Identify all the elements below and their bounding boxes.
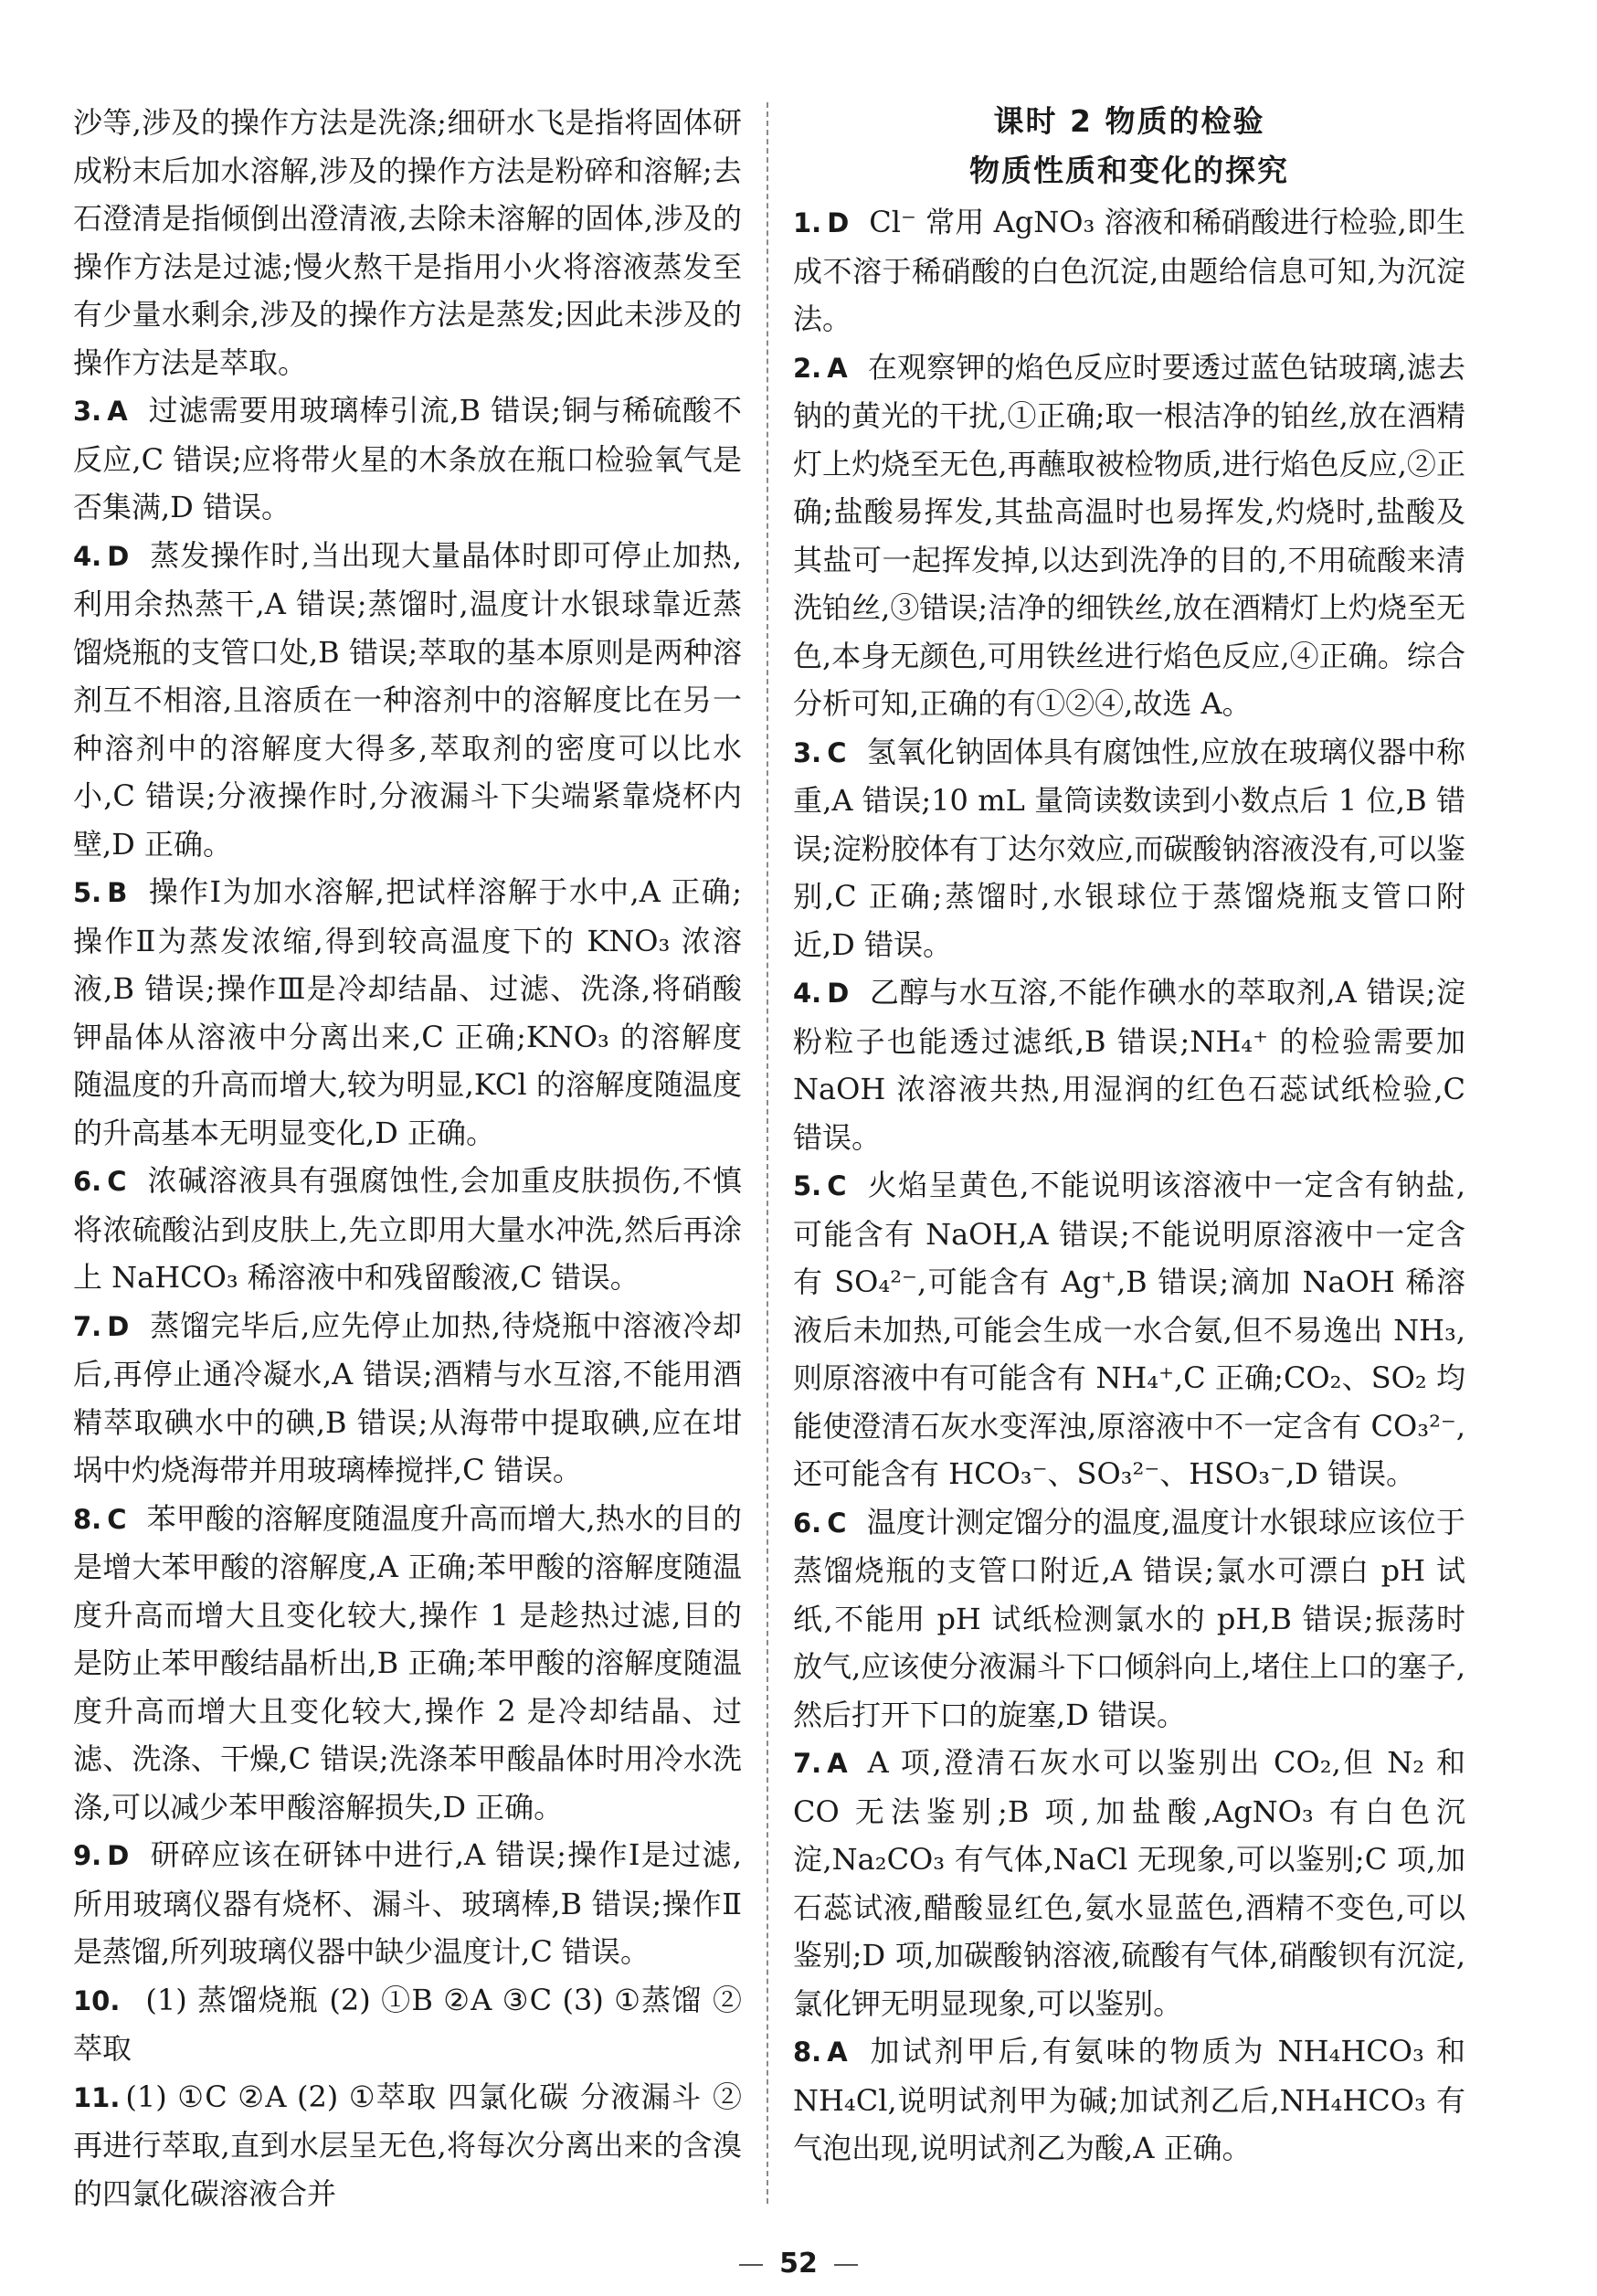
section-subtitle: 物质性质和变化的探究 — [969, 153, 1289, 188]
answer-paragraph: 5. C 火焰呈黄色,不能说明该溶液中一定含有钠盐,可能含有 NaOH,A 错误;不能说明原溶液中一定含有 SO₄²⁻,可能含有 Ag⁺,B 错误;滴加 NaOH 稀溶液后未加热,可能会生成一水合氨,但不易逸出 NH₃,则原溶液中有可能含有 NH₄⁺,C 正确;CO₂、SO₂ 均能使澄清石灰水变浑浊,原溶液中不一定含有 CO₃²⁻,还可能含有 HCO₃⁻、SO₃²⁻、HSO₃⁻,D 错误。 — [793, 1168, 1465, 1491]
question-number: 2. — [793, 352, 822, 384]
question-number: 10. — [73, 1984, 121, 2016]
answer-choice: D — [107, 540, 130, 572]
answer-choice: C — [827, 1507, 847, 1539]
question-number: 6. — [73, 1166, 102, 1197]
answer-paragraph: 7. A A 项,澄清石灰水可以鉴别出 CO₂,但 N₂ 和 CO 无法鉴别;B 项,加盐酸,AgNO₃ 有白色沉淀,Na₂CO₃ 有气体,NaCl 无现象,可以鉴别;C 项,加石蕊试液,醋酸显红色,氨水显蓝色,酒精不变色,可以鉴别;D 项,加碳酸钠溶液,硫酸有气体,硝酸钡有沉淀,氯化钾无明显现象,可以鉴别。 — [793, 1745, 1465, 2021]
question-number: 4. — [73, 540, 102, 572]
answer-choice: A — [827, 1748, 848, 1779]
answer-paragraph: 4. D 蒸发操作时,当出现大量晶体时即可停止加热,利用余热蒸干,A 错误;蒸馏时,温度计水银球靠近蒸馏烧瓶的支管口处,B 错误;萃取的基本原则是两种溶剂互不相溶,且溶质在一种溶剂中的溶解度比在另一种溶剂中的溶解度大得多,萃取剂的密度可以比水小,C 错误;分液操作时,分液漏斗下尖端紧靠烧杯内壁,D 正确。 — [73, 537, 742, 862]
question-number: 8. — [73, 1503, 102, 1535]
question-number: 9. — [73, 1840, 102, 1871]
answer-choice: C — [107, 1503, 127, 1535]
footer-dash-right — [834, 2264, 858, 2266]
answer-paragraph: 10. (1) 蒸馏烧瓶 (2) ①B ②A ③C (3) ①蒸馏 ②萃取 — [73, 1982, 742, 2066]
section-title: 课时 2 物质的检验 — [993, 103, 1265, 139]
question-number: 6. — [793, 1507, 822, 1539]
question-number: 5. — [73, 877, 102, 908]
answer-paragraph: 7. D 蒸馏完毕后,应先停止加热,待烧瓶中溶液冷却后,再停止通冷凝水,A 错误;酒精与水互溶,不能用酒精萃取碘水中的碘,B 错误;从海带中提取碘,应在坩埚中灼烧海带并用玻璃棒搅拌,C 错误。 — [73, 1307, 742, 1487]
left-column — [73, 99, 742, 2217]
answer-paragraph: 6. C 浓碱溶液具有强腐蚀性,会加重皮肤损伤,不慎将浓硫酸沾到皮肤上,先立即用大量水冲洗,然后再涂上 NaHCO₃ 稀溶液中和残留酸液,C 错误。 — [73, 1163, 742, 1295]
page-number: 52 — [779, 2248, 818, 2280]
answer-choice: D — [107, 1310, 130, 1342]
right-column — [793, 99, 1465, 2173]
question-number: 4. — [793, 978, 822, 1009]
question-number: 7. — [73, 1310, 102, 1342]
answer-choice: C — [107, 1166, 127, 1197]
answer-paragraph: 4. D 乙醇与水互溶,不能作碘水的萃取剂,A 错误;淀粉粒子也能透过滤纸,B 错误;NH₄⁺ 的检验需要加 NaOH 浓溶液共热,用湿润的红色石蕊试纸检验,C 错误。 — [793, 975, 1465, 1155]
question-number: 3. — [73, 396, 102, 427]
answer-choice: C — [827, 736, 847, 768]
answer-choice: D — [827, 978, 850, 1009]
answer-paragraph: 3. C 氢氧化钠固体具有腐蚀性,应放在玻璃仪器中称重,A 错误;10 mL 量筒读数读到小数点后 1 位,B 错误;淀粉胶体有丁达尔效应,而碳酸钠溶液没有,可以鉴别,C 正确;蒸馏时,水银球位于蒸馏烧瓶支管口附近,D 错误。 — [793, 734, 1465, 962]
question-number: 5. — [793, 1170, 822, 1201]
answer-paragraph: 沙等,涉及的操作方法是洗涤;细研水飞是指将固体研成粉末后加水溶解,涉及的操作方法是粉碎和溶解;去石澄清是指倾倒出澄清液,去除未溶解的固体,涉及的操作方法是过滤;慢火熬干是指用小火将溶液蒸发至有少量水剩余,涉及的操作方法是蒸发;因此未涉及的操作方法是萃取。 — [73, 105, 742, 380]
answer-paragraph: 5. B 操作Ⅰ为加水溶解,把试样溶解于水中,A 正确;操作Ⅱ为蒸发浓缩,得到较高温度下的 KNO₃ 浓溶液,B 错误;操作Ⅲ是冷却结晶、过滤、洗涤,将硝酸钾晶体从溶液中分离出来,C 正确;KNO₃ 的溶解度随温度的升高而增大,较为明显,KCl 的溶解度随温度的升高基本无明显变化,D 正确。 — [73, 874, 742, 1150]
answer-paragraph: 11. (1) ①C ②A (2) ①萃取 四氯化碳 分液漏斗 ②再进行萃取,直到水层呈无色,将每次分离出来的含溴的四氯化碳溶液合并 — [73, 2079, 742, 2211]
answer-choice: A — [827, 352, 848, 384]
answer-choice: D — [827, 207, 850, 238]
question-number: 7. — [793, 1748, 822, 1779]
answer-choice: B — [107, 877, 128, 908]
footer-dash-left — [739, 2264, 763, 2266]
answer-choice: C — [827, 1170, 847, 1201]
answer-paragraph: 8. C 苯甲酸的溶解度随温度升高而增大,热水的目的是增大苯甲酸的溶解度,A 正确;苯甲酸的溶解度随温度升高而增大且变化较大,操作 1 是趁热过滤,目的是防止苯甲酸结晶析出,B 正确;苯甲酸的溶解度随温度升高而增大且变化较大,操作 2 是冷却结晶、过滤、洗涤、干燥,C 错误;洗涤苯甲酸晶体时用冷水洗涤,可以减少苯甲酸溶解损失,D 正确。 — [73, 1500, 742, 1825]
answer-choice: A — [107, 396, 128, 427]
page-footer — [0, 2248, 1597, 2280]
answer-paragraph: 3. A 过滤需要用玻璃棒引流,B 错误;铜与稀硫酸不反应,C 错误;应将带火星的木条放在瓶口检验氧气是否集满,D 错误。 — [73, 393, 742, 524]
answer-choice: A — [827, 2037, 848, 2068]
answer-choice: D — [107, 1840, 130, 1871]
question-number: 11. — [73, 2081, 121, 2113]
answer-paragraph: 1. D Cl⁻ 常用 AgNO₃ 溶液和稀硝酸进行检验,即生成不溶于稀硝酸的白色沉淀,由题给信息可知,为沉淀法。 — [793, 205, 1465, 336]
answer-paragraph: 8. A 加试剂甲后,有氨味的物质为 NH₄HCO₃ 和 NH₄Cl,说明试剂甲为碱;加试剂乙后,NH₄HCO₃ 有气泡出现,说明试剂乙为酸,A 正确。 — [793, 2034, 1465, 2165]
answer-paragraph: 6. C 温度计测定馏分的温度,温度计水银球应该位于蒸馏烧瓶的支管口附近,A 错误;氯水可漂白 pH 试纸,不能用 pH 试纸检测氯水的 pH,B 错误;振荡时放气,应该使分液漏斗下口倾斜向上,堵住上口的塞子,然后打开下口的旋塞,D 错误。 — [793, 1504, 1465, 1732]
question-number: 8. — [793, 2037, 822, 2068]
answer-paragraph: 9. D 研碎应该在研钵中进行,A 错误;操作Ⅰ是过滤,所用玻璃仪器有烧杯、漏斗、玻璃棒,B 错误;操作Ⅱ是蒸馏,所列玻璃仪器中缺少温度计,C 错误。 — [73, 1837, 742, 1969]
question-number: 3. — [793, 736, 822, 768]
column-divider — [767, 102, 768, 2204]
question-number: 1. — [793, 207, 822, 238]
answer-paragraph: 2. A 在观察钾的焰色反应时要透过蓝色钴玻璃,滤去钠的黄光的干扰,①正确;取一根洁净的铂丝,放在酒精灯上灼烧至无色,再蘸取被检物质,进行焰色反应,②正确;盐酸易挥发,其盐高温时也易挥发,灼烧时,盐酸及其盐可一起挥发掉,以达到洗净的目的,不用硫酸来清洗铂丝,③错误;洁净的细铁丝,放在酒精灯上灼烧至无色,本身无颜色,可用铁丝进行焰色反应,④正确。综合分析可知,正确的有①②④,故选 A。 — [793, 349, 1465, 721]
